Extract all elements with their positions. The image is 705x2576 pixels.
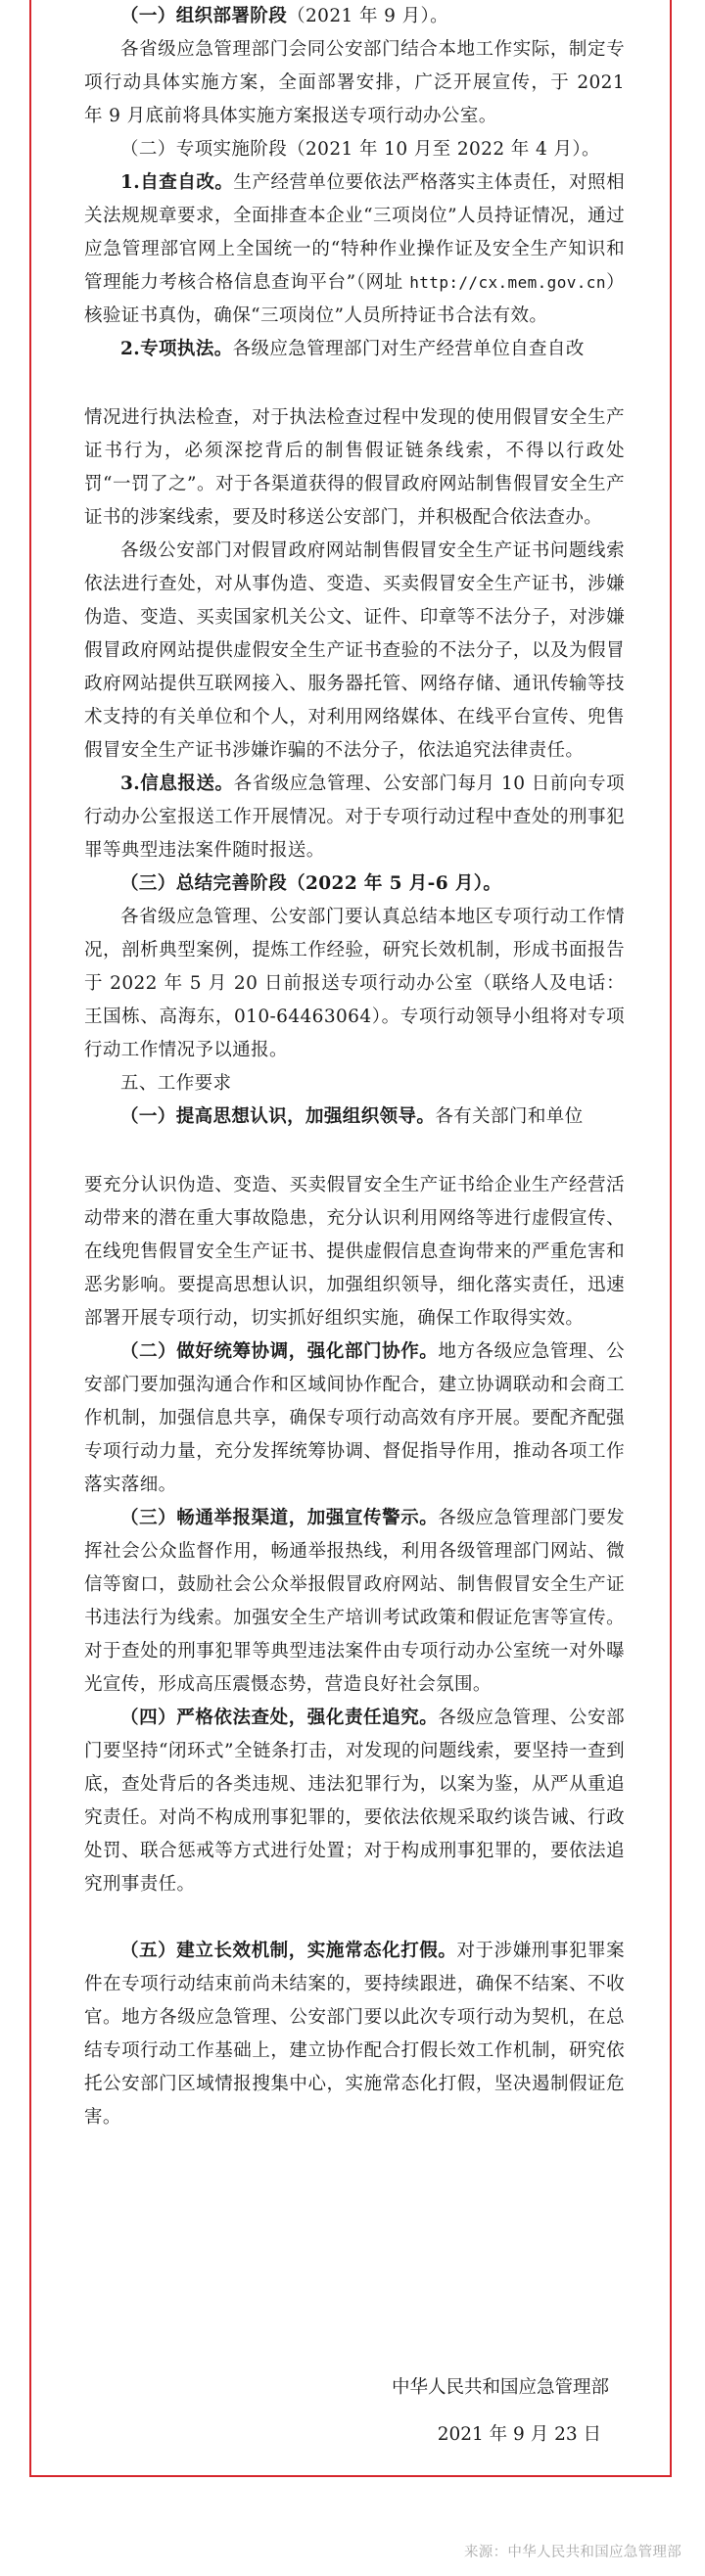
req-prosecution [84, 1702, 625, 1901]
item-text: ）核验证书真伪，确保“三项岗位”人员所持证书合法有效。 [84, 272, 625, 326]
paragraph-continued: 情况进行执法检查，对于执法检查过程中发现的使用假冒安全生产证书行为，必须深挖背后的制售假证链条线索，不得以行政处罚“一罚了之”。对于各渠道获得的假冒政府网站制售假冒安全生产证书的涉案线索，要及时移送公安部门，并积极配合依法查办。 [84, 407, 625, 528]
req-text: 各级应急管理、公安部门要坚持“闭环式”全链条打击，对发现的问题线索，要坚持一查到底，查处背后的各类违规、违法犯罪行为，以案为鉴，从严从重追究责任。对尚不构成刑事犯罪的，要依法依规采取约谈告诫、行政处罚、联合惩戒等方式进行处置；对于构成刑事犯罪的，要依法追究刑事责任。 [84, 1708, 625, 1895]
item-self-check [84, 166, 625, 333]
section-organize [84, 0, 625, 33]
req-heading: （五）建立长效机制，实施常态化打假。 [120, 1941, 457, 1961]
spacer [84, 366, 625, 401]
item-info-report [84, 768, 625, 867]
req-awareness [84, 1101, 625, 1134]
req-text: 各级应急管理部门要发挥社会公众监督作用，畅通举报热线，利用各级管理部门网站、微信等窗口，鼓励社会公众举报假冒政府网站、制售假冒安全生产证书违法行为线索。加强安全生产培训考试政策和假证危害等宣传。对于查处的刑事犯罪等典型违法案件由专项行动办公室统一对外曝光宣传，形成高压震慑态势，营造良好社会氛围。 [84, 1508, 625, 1695]
paragraph-summary: 各省级应急管理、公安部门要认真总结本地区专项行动工作情况，剖析典型案例，提炼工作经验，研究长效机制，形成书面报告于 2022 年 5 月 20 日前报送专项行动办公室（联络人及电话：王国栋、高海东，010-64463064）。专项行动领导小组将对专项行动工作情况予以通报。 [84, 907, 625, 1060]
item-law-enforcement [84, 333, 625, 366]
signature-date: 2021 年 9 月 23 日 [437, 2424, 601, 2445]
source-credit: 来源：中华人民共和国应急管理部 [464, 2545, 682, 2560]
item-text: 各级应急管理部门对生产经营单位自查自改 [232, 339, 585, 359]
req-text: 地方各级应急管理、公安部门要加强沟通合作和区域间协作配合，建立协调联动和会商工作机制，加强信息共享，确保专项行动高效有序开展。要配齐配强专项行动力量，充分发挥统筹协调、督促指导作用，推动各项工作落实落细。 [84, 1341, 625, 1495]
req-heading: （一）提高思想认识，加强组织领导。 [120, 1106, 436, 1127]
query-platform-url: http://cx.mem.gov.cn [409, 273, 606, 292]
req-text: 各有关部门和单位 [435, 1106, 584, 1127]
item-heading: 3.信息报送。 [120, 773, 234, 794]
item-heading: 1.自查自改。 [120, 172, 234, 193]
paragraph-police: 各级公安部门对假冒政府网站制售假冒安全生产证书问题线索依法进行查处，对从事伪造、变造、买卖假冒安全生产证书，涉嫌伪造、变造、买卖国家机关公文、证件、印章等不法分子，对涉嫌假冒政府网站提供虚假安全生产证书查验的不法分子，以及为假冒政府网站提供互联网接入、服务器托管、网络存储、通讯传输等技术支持的有关单位和个人，对利用网络媒体、在线平台宣传、兜售假冒安全生产证书涉嫌诈骗的不法分子，依法追究法律责任。 [84, 540, 625, 761]
item-text: 生产经营单位要依法严格落实主体责任，对照相关法规规章要求，全面排查本企业“三项岗位”人员持证情况，通过应急管理部官网上全国统一的“特种作业操作证及安全生产知识和管理能力考核合格信息查询平台”（网址 [84, 172, 625, 293]
spacer [84, 1134, 625, 1169]
section-summary-heading: （三）总结完善阶段（2022 年 5 月-6 月）。 [120, 873, 502, 894]
section-implementation-heading: （二）专项实施阶段（2021 年 10 月至 2022 年 4 月）。 [120, 139, 600, 160]
req-heading: （三）畅通举报渠道，加强宣传警示。 [120, 1508, 439, 1528]
section-heading: （一）组织部署阶段 [120, 6, 288, 26]
paragraph-continued: 要充分认识伪造、变造、买卖假冒安全生产证书给企业生产经营活动带来的潜在重大事故隐患，充分认识利用网络等进行虚假宣传、在线兜售假冒安全生产证书、提供虚假信息查询带来的严重危害和恶劣影响。要提高思想认识，加强组织领导，细化落实责任，迅速部署开展专项行动，切实抓好组织实施，确保工作取得实效。 [84, 1175, 625, 1329]
section-heading-note: （2021 年 9 月）。 [287, 6, 449, 26]
signature-org: 中华人民共和国应急管理部 [391, 2377, 609, 2398]
req-heading: （二）做好统筹协调，强化部门协作。 [120, 1341, 439, 1362]
req-long-term [84, 1935, 625, 2134]
item-text: 各省级应急管理、公安部门每月 10 日前向专项行动办公室报送工作开展情况。对于专项行动过程中查处的刑事犯罪等典型违法案件随时报送。 [84, 773, 625, 861]
paragraph: 各省级应急管理部门会同公安部门结合本地工作实际，制定专项行动具体实施方案，全面部署安排，广泛开展宣传，于 2021 年 9 月底前将具体实施方案报送专项行动办公室。 [84, 39, 625, 126]
spacer [84, 1901, 625, 1935]
section-requirements-heading: 五、工作要求 [120, 1073, 232, 1094]
document-body [84, 0, 625, 2134]
req-reporting [84, 1502, 625, 1702]
req-text: 对于涉嫌刑事犯罪案件在专项行动结束前尚未结案的，要持续跟进，确保不结案、不收官。地方各级应急管理、公安部门要以此次专项行动为契机，在总结专项行动工作基础上，建立协作配合打假长效工作机制，研究依托公安部门区域情报搜集中心，实施常态化打假，坚决遏制假证危害。 [84, 1941, 625, 2128]
req-heading: （四）严格依法查处，强化责任追究。 [120, 1708, 439, 1728]
req-coordination [84, 1335, 625, 1502]
item-heading: 2.专项执法。 [120, 339, 233, 359]
